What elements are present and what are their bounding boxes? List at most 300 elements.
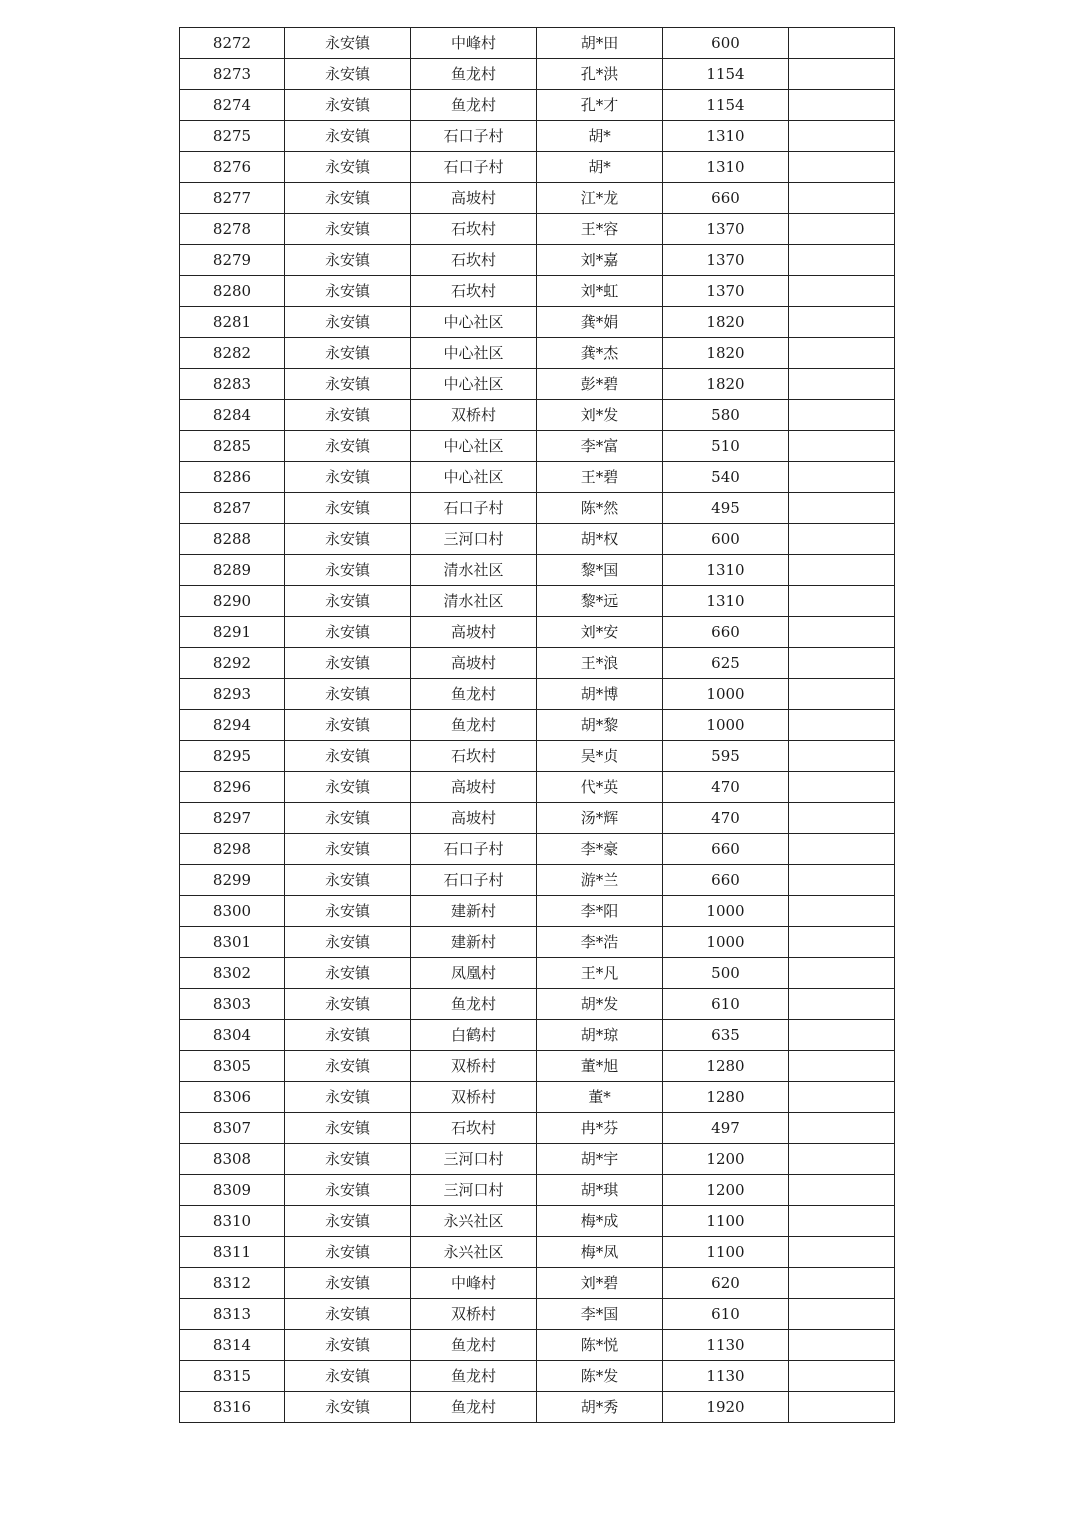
town-cell: 永安镇 xyxy=(285,245,411,276)
amount-cell: 470 xyxy=(663,803,789,834)
serial-number-cell: 8277 xyxy=(180,183,285,214)
name-cell: 汤*辉 xyxy=(537,803,663,834)
remark-cell xyxy=(789,276,895,307)
table-row xyxy=(180,741,895,772)
village-cell: 石坎村 xyxy=(411,276,537,307)
serial-number-cell: 8281 xyxy=(180,307,285,338)
remark-cell xyxy=(789,958,895,989)
amount-cell: 1154 xyxy=(663,90,789,121)
table-row xyxy=(180,121,895,152)
town-cell: 永安镇 xyxy=(285,1330,411,1361)
name-cell: 陈*悦 xyxy=(537,1330,663,1361)
remark-cell xyxy=(789,803,895,834)
table-row xyxy=(180,245,895,276)
serial-number-cell: 8305 xyxy=(180,1051,285,1082)
village-cell: 石口子村 xyxy=(411,865,537,896)
remark-cell xyxy=(789,927,895,958)
village-cell: 鱼龙村 xyxy=(411,1361,537,1392)
serial-number-cell: 8294 xyxy=(180,710,285,741)
serial-number-cell: 8284 xyxy=(180,400,285,431)
town-cell: 永安镇 xyxy=(285,1051,411,1082)
table-row xyxy=(180,59,895,90)
name-cell: 李*豪 xyxy=(537,834,663,865)
serial-number-cell: 8288 xyxy=(180,524,285,555)
name-cell: 龚*杰 xyxy=(537,338,663,369)
amount-cell: 1310 xyxy=(663,586,789,617)
town-cell: 永安镇 xyxy=(285,1237,411,1268)
remark-cell xyxy=(789,1361,895,1392)
town-cell: 永安镇 xyxy=(285,493,411,524)
remark-cell xyxy=(789,90,895,121)
town-cell: 永安镇 xyxy=(285,152,411,183)
serial-number-cell: 8304 xyxy=(180,1020,285,1051)
name-cell: 胡*权 xyxy=(537,524,663,555)
table-row xyxy=(180,338,895,369)
table-row xyxy=(180,586,895,617)
village-cell: 高坡村 xyxy=(411,803,537,834)
village-cell: 中心社区 xyxy=(411,307,537,338)
amount-cell: 1370 xyxy=(663,245,789,276)
remark-cell xyxy=(789,896,895,927)
name-cell: 冉*芬 xyxy=(537,1113,663,1144)
village-cell: 中峰村 xyxy=(411,28,537,59)
roster-table-body xyxy=(180,28,895,1423)
table-row xyxy=(180,1113,895,1144)
table-row xyxy=(180,1175,895,1206)
serial-number-cell: 8310 xyxy=(180,1206,285,1237)
amount-cell: 1370 xyxy=(663,214,789,245)
amount-cell: 500 xyxy=(663,958,789,989)
remark-cell xyxy=(789,121,895,152)
serial-number-cell: 8282 xyxy=(180,338,285,369)
amount-cell: 1000 xyxy=(663,927,789,958)
name-cell: 王*浪 xyxy=(537,648,663,679)
town-cell: 永安镇 xyxy=(285,1361,411,1392)
table-row xyxy=(180,1206,895,1237)
remark-cell xyxy=(789,1330,895,1361)
name-cell: 代*英 xyxy=(537,772,663,803)
table-row xyxy=(180,989,895,1020)
village-cell: 石坎村 xyxy=(411,1113,537,1144)
amount-cell: 1310 xyxy=(663,152,789,183)
table-row xyxy=(180,493,895,524)
name-cell: 李*浩 xyxy=(537,927,663,958)
amount-cell: 625 xyxy=(663,648,789,679)
serial-number-cell: 8308 xyxy=(180,1144,285,1175)
name-cell: 王*容 xyxy=(537,214,663,245)
town-cell: 永安镇 xyxy=(285,586,411,617)
name-cell: 黎*国 xyxy=(537,555,663,586)
town-cell: 永安镇 xyxy=(285,865,411,896)
table-row xyxy=(180,1237,895,1268)
amount-cell: 660 xyxy=(663,183,789,214)
amount-cell: 497 xyxy=(663,1113,789,1144)
remark-cell xyxy=(789,1206,895,1237)
village-cell: 高坡村 xyxy=(411,617,537,648)
town-cell: 永安镇 xyxy=(285,183,411,214)
name-cell: 王*碧 xyxy=(537,462,663,493)
table-row xyxy=(180,28,895,59)
serial-number-cell: 8295 xyxy=(180,741,285,772)
amount-cell: 495 xyxy=(663,493,789,524)
amount-cell: 1000 xyxy=(663,896,789,927)
town-cell: 永安镇 xyxy=(285,462,411,493)
serial-number-cell: 8279 xyxy=(180,245,285,276)
amount-cell: 1200 xyxy=(663,1175,789,1206)
name-cell: 胡*发 xyxy=(537,989,663,1020)
village-cell: 鱼龙村 xyxy=(411,989,537,1020)
town-cell: 永安镇 xyxy=(285,1175,411,1206)
table-row xyxy=(180,152,895,183)
serial-number-cell: 8306 xyxy=(180,1082,285,1113)
village-cell: 鱼龙村 xyxy=(411,1392,537,1423)
table-row xyxy=(180,617,895,648)
name-cell: 孔*才 xyxy=(537,90,663,121)
name-cell: 董*旭 xyxy=(537,1051,663,1082)
remark-cell xyxy=(789,183,895,214)
table-row xyxy=(180,90,895,121)
serial-number-cell: 8283 xyxy=(180,369,285,400)
name-cell: 胡*田 xyxy=(537,28,663,59)
table-row xyxy=(180,679,895,710)
village-cell: 石口子村 xyxy=(411,121,537,152)
village-cell: 永兴社区 xyxy=(411,1237,537,1268)
village-cell: 石坎村 xyxy=(411,214,537,245)
table-row xyxy=(180,276,895,307)
serial-number-cell: 8293 xyxy=(180,679,285,710)
serial-number-cell: 8290 xyxy=(180,586,285,617)
table-row xyxy=(180,431,895,462)
town-cell: 永安镇 xyxy=(285,617,411,648)
remark-cell xyxy=(789,772,895,803)
name-cell: 梅*成 xyxy=(537,1206,663,1237)
town-cell: 永安镇 xyxy=(285,59,411,90)
serial-number-cell: 8289 xyxy=(180,555,285,586)
serial-number-cell: 8287 xyxy=(180,493,285,524)
remark-cell xyxy=(789,1113,895,1144)
table-row xyxy=(180,1330,895,1361)
town-cell: 永安镇 xyxy=(285,834,411,865)
town-cell: 永安镇 xyxy=(285,927,411,958)
table-row xyxy=(180,803,895,834)
village-cell: 建新村 xyxy=(411,927,537,958)
name-cell: 董* xyxy=(537,1082,663,1113)
amount-cell: 600 xyxy=(663,524,789,555)
amount-cell: 1310 xyxy=(663,121,789,152)
amount-cell: 540 xyxy=(663,462,789,493)
remark-cell xyxy=(789,245,895,276)
amount-cell: 580 xyxy=(663,400,789,431)
town-cell: 永安镇 xyxy=(285,710,411,741)
amount-cell: 1130 xyxy=(663,1361,789,1392)
remark-cell xyxy=(789,989,895,1020)
name-cell: 胡*宇 xyxy=(537,1144,663,1175)
name-cell: 李*阳 xyxy=(537,896,663,927)
amount-cell: 1920 xyxy=(663,1392,789,1423)
village-cell: 鱼龙村 xyxy=(411,90,537,121)
serial-number-cell: 8274 xyxy=(180,90,285,121)
serial-number-cell: 8312 xyxy=(180,1268,285,1299)
village-cell: 鱼龙村 xyxy=(411,710,537,741)
amount-cell: 620 xyxy=(663,1268,789,1299)
town-cell: 永安镇 xyxy=(285,1392,411,1423)
remark-cell xyxy=(789,865,895,896)
serial-number-cell: 8303 xyxy=(180,989,285,1020)
town-cell: 永安镇 xyxy=(285,307,411,338)
name-cell: 刘*虹 xyxy=(537,276,663,307)
town-cell: 永安镇 xyxy=(285,369,411,400)
remark-cell xyxy=(789,834,895,865)
town-cell: 永安镇 xyxy=(285,524,411,555)
serial-number-cell: 8309 xyxy=(180,1175,285,1206)
name-cell: 王*凡 xyxy=(537,958,663,989)
village-cell: 中峰村 xyxy=(411,1268,537,1299)
amount-cell: 660 xyxy=(663,617,789,648)
amount-cell: 1820 xyxy=(663,338,789,369)
remark-cell xyxy=(789,1082,895,1113)
name-cell: 胡*博 xyxy=(537,679,663,710)
village-cell: 石口子村 xyxy=(411,152,537,183)
village-cell: 石坎村 xyxy=(411,245,537,276)
remark-cell xyxy=(789,1020,895,1051)
remark-cell xyxy=(789,1268,895,1299)
name-cell: 梅*凤 xyxy=(537,1237,663,1268)
amount-cell: 1200 xyxy=(663,1144,789,1175)
name-cell: 陈*发 xyxy=(537,1361,663,1392)
serial-number-cell: 8297 xyxy=(180,803,285,834)
serial-number-cell: 8292 xyxy=(180,648,285,679)
remark-cell xyxy=(789,741,895,772)
remark-cell xyxy=(789,369,895,400)
village-cell: 中心社区 xyxy=(411,369,537,400)
town-cell: 永安镇 xyxy=(285,338,411,369)
remark-cell xyxy=(789,400,895,431)
town-cell: 永安镇 xyxy=(285,121,411,152)
village-cell: 三河口村 xyxy=(411,1144,537,1175)
town-cell: 永安镇 xyxy=(285,772,411,803)
amount-cell: 1130 xyxy=(663,1330,789,1361)
village-cell: 中心社区 xyxy=(411,338,537,369)
village-cell: 高坡村 xyxy=(411,648,537,679)
remark-cell xyxy=(789,59,895,90)
name-cell: 彭*碧 xyxy=(537,369,663,400)
remark-cell xyxy=(789,524,895,555)
remark-cell xyxy=(789,648,895,679)
remark-cell xyxy=(789,493,895,524)
town-cell: 永安镇 xyxy=(285,989,411,1020)
table-row xyxy=(180,214,895,245)
table-row xyxy=(180,462,895,493)
name-cell: 刘*安 xyxy=(537,617,663,648)
name-cell: 胡*秀 xyxy=(537,1392,663,1423)
remark-cell xyxy=(789,710,895,741)
table-row xyxy=(180,896,895,927)
serial-number-cell: 8276 xyxy=(180,152,285,183)
village-cell: 石坎村 xyxy=(411,741,537,772)
town-cell: 永安镇 xyxy=(285,803,411,834)
town-cell: 永安镇 xyxy=(285,1268,411,1299)
table-row xyxy=(180,865,895,896)
amount-cell: 600 xyxy=(663,28,789,59)
remark-cell xyxy=(789,1144,895,1175)
name-cell: 胡* xyxy=(537,121,663,152)
name-cell: 陈*然 xyxy=(537,493,663,524)
name-cell: 胡* xyxy=(537,152,663,183)
village-cell: 白鹤村 xyxy=(411,1020,537,1051)
amount-cell: 1820 xyxy=(663,307,789,338)
village-cell: 永兴社区 xyxy=(411,1206,537,1237)
amount-cell: 1000 xyxy=(663,710,789,741)
amount-cell: 610 xyxy=(663,989,789,1020)
table-row xyxy=(180,648,895,679)
table-row xyxy=(180,183,895,214)
village-cell: 三河口村 xyxy=(411,524,537,555)
name-cell: 游*兰 xyxy=(537,865,663,896)
table-row xyxy=(180,1268,895,1299)
village-cell: 鱼龙村 xyxy=(411,59,537,90)
remark-cell xyxy=(789,679,895,710)
table-row xyxy=(180,710,895,741)
village-cell: 石口子村 xyxy=(411,493,537,524)
remark-cell xyxy=(789,1237,895,1268)
amount-cell: 1000 xyxy=(663,679,789,710)
remark-cell xyxy=(789,28,895,59)
name-cell: 刘*嘉 xyxy=(537,245,663,276)
serial-number-cell: 8307 xyxy=(180,1113,285,1144)
village-cell: 双桥村 xyxy=(411,1299,537,1330)
remark-cell xyxy=(789,152,895,183)
name-cell: 刘*碧 xyxy=(537,1268,663,1299)
serial-number-cell: 8291 xyxy=(180,617,285,648)
amount-cell: 635 xyxy=(663,1020,789,1051)
town-cell: 永安镇 xyxy=(285,1144,411,1175)
serial-number-cell: 8285 xyxy=(180,431,285,462)
amount-cell: 1370 xyxy=(663,276,789,307)
town-cell: 永安镇 xyxy=(285,648,411,679)
name-cell: 胡*黎 xyxy=(537,710,663,741)
table-row xyxy=(180,834,895,865)
amount-cell: 1154 xyxy=(663,59,789,90)
table-row xyxy=(180,369,895,400)
village-cell: 双桥村 xyxy=(411,1082,537,1113)
town-cell: 永安镇 xyxy=(285,958,411,989)
remark-cell xyxy=(789,214,895,245)
village-cell: 三河口村 xyxy=(411,1175,537,1206)
town-cell: 永安镇 xyxy=(285,1113,411,1144)
serial-number-cell: 8278 xyxy=(180,214,285,245)
village-cell: 建新村 xyxy=(411,896,537,927)
serial-number-cell: 8273 xyxy=(180,59,285,90)
amount-cell: 470 xyxy=(663,772,789,803)
serial-number-cell: 8313 xyxy=(180,1299,285,1330)
town-cell: 永安镇 xyxy=(285,741,411,772)
town-cell: 永安镇 xyxy=(285,1299,411,1330)
remark-cell xyxy=(789,431,895,462)
table-row xyxy=(180,927,895,958)
remark-cell xyxy=(789,338,895,369)
table-row xyxy=(180,1392,895,1423)
serial-number-cell: 8299 xyxy=(180,865,285,896)
name-cell: 龚*娟 xyxy=(537,307,663,338)
table-row xyxy=(180,555,895,586)
name-cell: 李*国 xyxy=(537,1299,663,1330)
serial-number-cell: 8296 xyxy=(180,772,285,803)
serial-number-cell: 8301 xyxy=(180,927,285,958)
village-cell: 高坡村 xyxy=(411,772,537,803)
town-cell: 永安镇 xyxy=(285,214,411,245)
serial-number-cell: 8315 xyxy=(180,1361,285,1392)
town-cell: 永安镇 xyxy=(285,679,411,710)
remark-cell xyxy=(789,1051,895,1082)
village-cell: 双桥村 xyxy=(411,400,537,431)
name-cell: 刘*发 xyxy=(537,400,663,431)
table-row xyxy=(180,1020,895,1051)
serial-number-cell: 8314 xyxy=(180,1330,285,1361)
town-cell: 永安镇 xyxy=(285,555,411,586)
town-cell: 永安镇 xyxy=(285,276,411,307)
village-cell: 双桥村 xyxy=(411,1051,537,1082)
serial-number-cell: 8311 xyxy=(180,1237,285,1268)
village-cell: 石口子村 xyxy=(411,834,537,865)
table-row xyxy=(180,1144,895,1175)
roster-table xyxy=(179,27,895,1423)
amount-cell: 1100 xyxy=(663,1206,789,1237)
serial-number-cell: 8302 xyxy=(180,958,285,989)
town-cell: 永安镇 xyxy=(285,431,411,462)
table-row xyxy=(180,307,895,338)
remark-cell xyxy=(789,1299,895,1330)
serial-number-cell: 8280 xyxy=(180,276,285,307)
town-cell: 永安镇 xyxy=(285,1082,411,1113)
village-cell: 中心社区 xyxy=(411,431,537,462)
amount-cell: 660 xyxy=(663,865,789,896)
name-cell: 李*富 xyxy=(537,431,663,462)
remark-cell xyxy=(789,462,895,493)
remark-cell xyxy=(789,307,895,338)
town-cell: 永安镇 xyxy=(285,400,411,431)
remark-cell xyxy=(789,617,895,648)
remark-cell xyxy=(789,555,895,586)
remark-cell xyxy=(789,586,895,617)
name-cell: 胡*琪 xyxy=(537,1175,663,1206)
amount-cell: 1100 xyxy=(663,1237,789,1268)
village-cell: 清水社区 xyxy=(411,555,537,586)
town-cell: 永安镇 xyxy=(285,28,411,59)
village-cell: 清水社区 xyxy=(411,586,537,617)
serial-number-cell: 8316 xyxy=(180,1392,285,1423)
table-row xyxy=(180,524,895,555)
town-cell: 永安镇 xyxy=(285,1206,411,1237)
town-cell: 永安镇 xyxy=(285,90,411,121)
amount-cell: 595 xyxy=(663,741,789,772)
town-cell: 永安镇 xyxy=(285,896,411,927)
table-row xyxy=(180,1051,895,1082)
table-row xyxy=(180,1299,895,1330)
village-cell: 鱼龙村 xyxy=(411,679,537,710)
name-cell: 吴*贞 xyxy=(537,741,663,772)
amount-cell: 1280 xyxy=(663,1051,789,1082)
amount-cell: 510 xyxy=(663,431,789,462)
serial-number-cell: 8300 xyxy=(180,896,285,927)
village-cell: 中心社区 xyxy=(411,462,537,493)
amount-cell: 1310 xyxy=(663,555,789,586)
table-row xyxy=(180,1082,895,1113)
serial-number-cell: 8272 xyxy=(180,28,285,59)
amount-cell: 1820 xyxy=(663,369,789,400)
table-row xyxy=(180,958,895,989)
serial-number-cell: 8298 xyxy=(180,834,285,865)
name-cell: 胡*琼 xyxy=(537,1020,663,1051)
